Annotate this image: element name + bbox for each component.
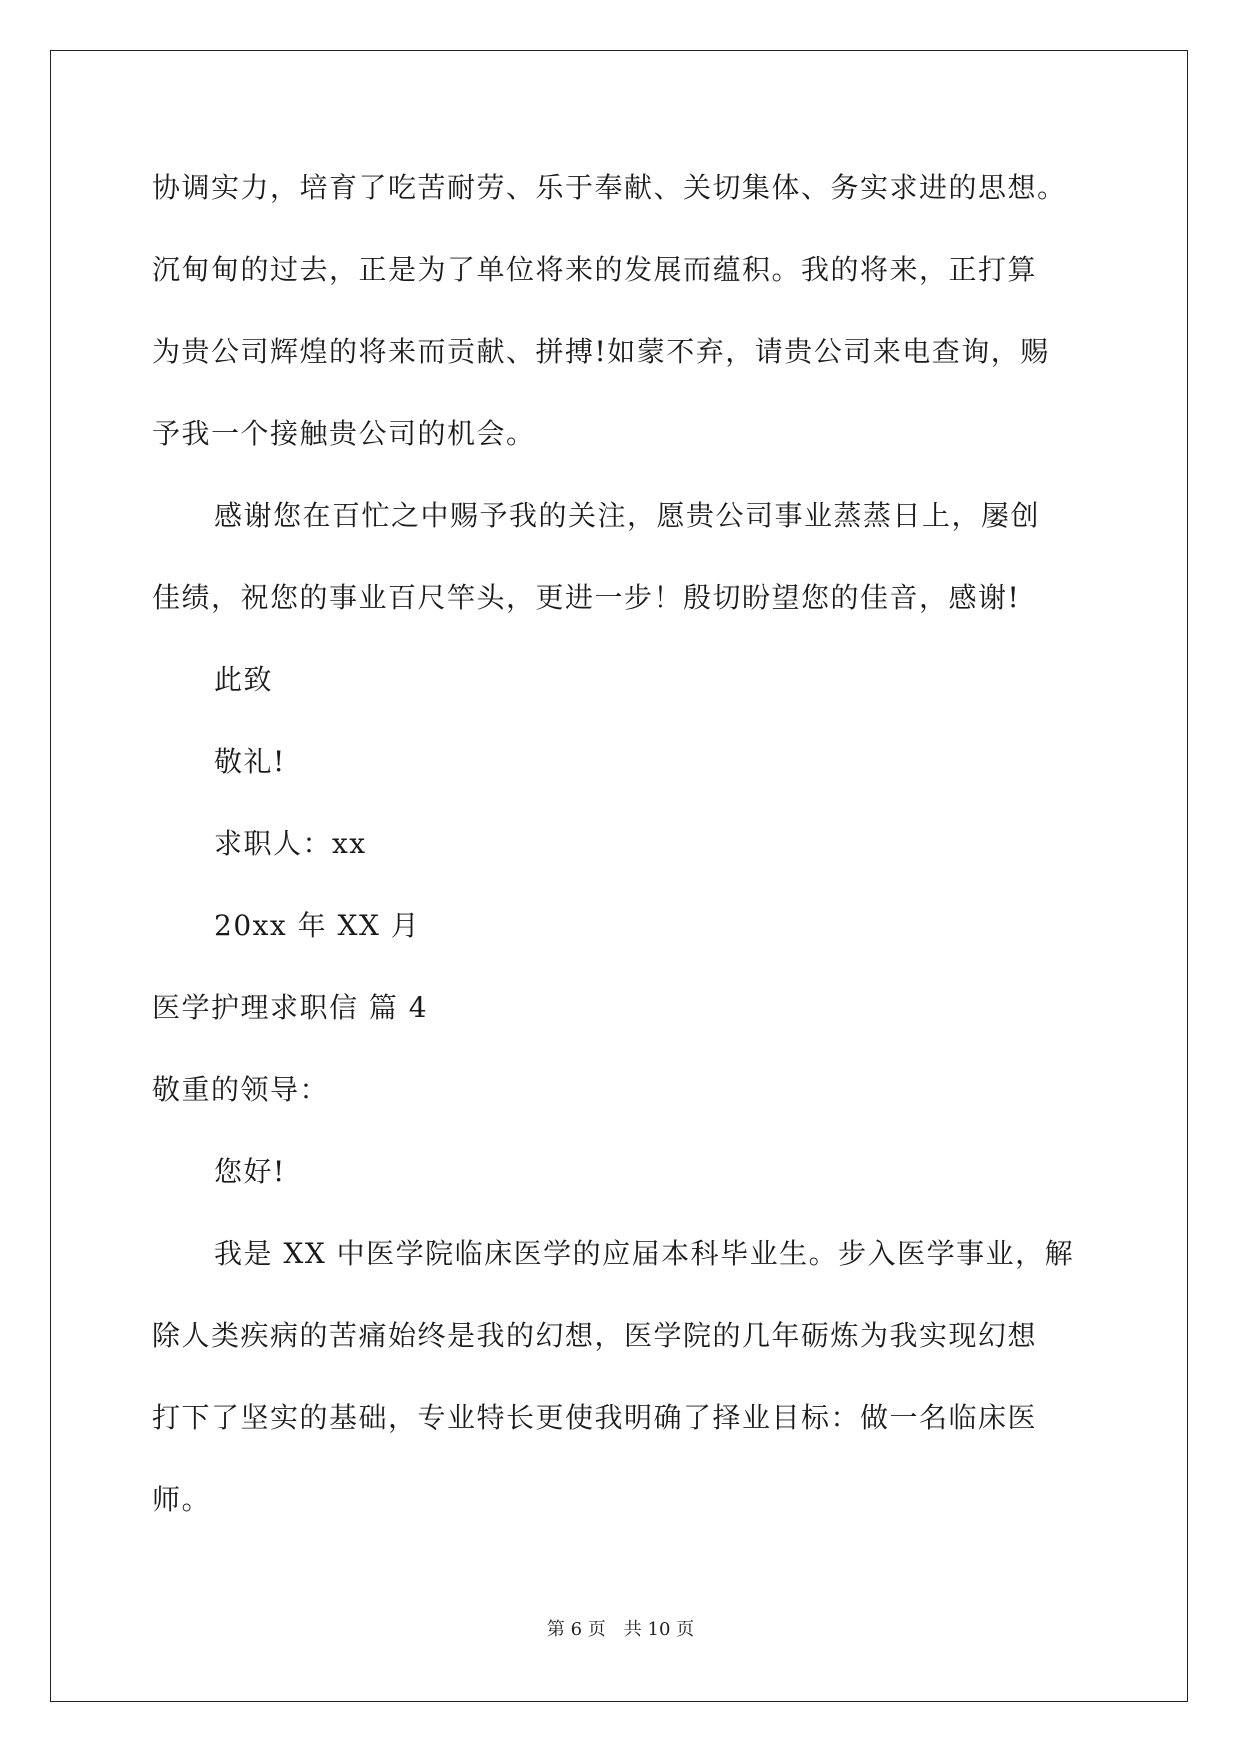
page-border	[50, 50, 1188, 1702]
body-line-3: 为贵公司辉煌的将来而贡献、拼搏!如蒙不弃，请贵公司来电查询，赐	[152, 335, 1050, 368]
page-total: 共 10 页	[623, 1619, 695, 1640]
closing-salutation: 此致	[214, 663, 274, 696]
body-line-1: 协调实力，培育了吃苦耐劳、乐于奉献、关切集体、务实求进的思想。	[152, 171, 1067, 204]
body-line-17: 师。	[152, 1483, 212, 1516]
page-number: 第 6 页	[546, 1619, 606, 1640]
body-line-16: 打下了坚实的基础，专业特长更使我明确了择业目标：做一名临床医	[152, 1401, 1038, 1434]
page-footer	[0, 1618, 1241, 1642]
closing-respect: 敬礼!	[214, 745, 286, 778]
body-line-6: 佳绩，祝您的事业百尺竿头，更进一步！殷切盼望您的佳音，感谢!	[152, 581, 1021, 614]
greeting-line: 敬重的领导：	[152, 1073, 330, 1106]
hello-line: 您好!	[214, 1155, 286, 1188]
signature-line: 求职人：xx	[214, 827, 367, 860]
section-heading: 医学护理求职信 篇 4	[152, 991, 429, 1024]
body-line-4: 予我一个接触贵公司的机会。	[152, 417, 536, 450]
body-line-2: 沉甸甸的过去，正是为了单位将来的发展而蕴积。我的将来，正打算	[152, 253, 1038, 286]
body-line-15: 除人类疾病的苦痛始终是我的幻想，医学院的几年砺炼为我实现幻想	[152, 1319, 1038, 1352]
body-line-5: 感谢您在百忙之中赐予我的关注，愿贵公司事业蒸蒸日上，屡创	[214, 499, 1041, 532]
date-line: 20xx 年 XX 月	[214, 909, 421, 942]
body-line-14: 我是 XX 中医学院临床医学的应届本科毕业生。步入医学事业，解	[214, 1237, 1075, 1270]
